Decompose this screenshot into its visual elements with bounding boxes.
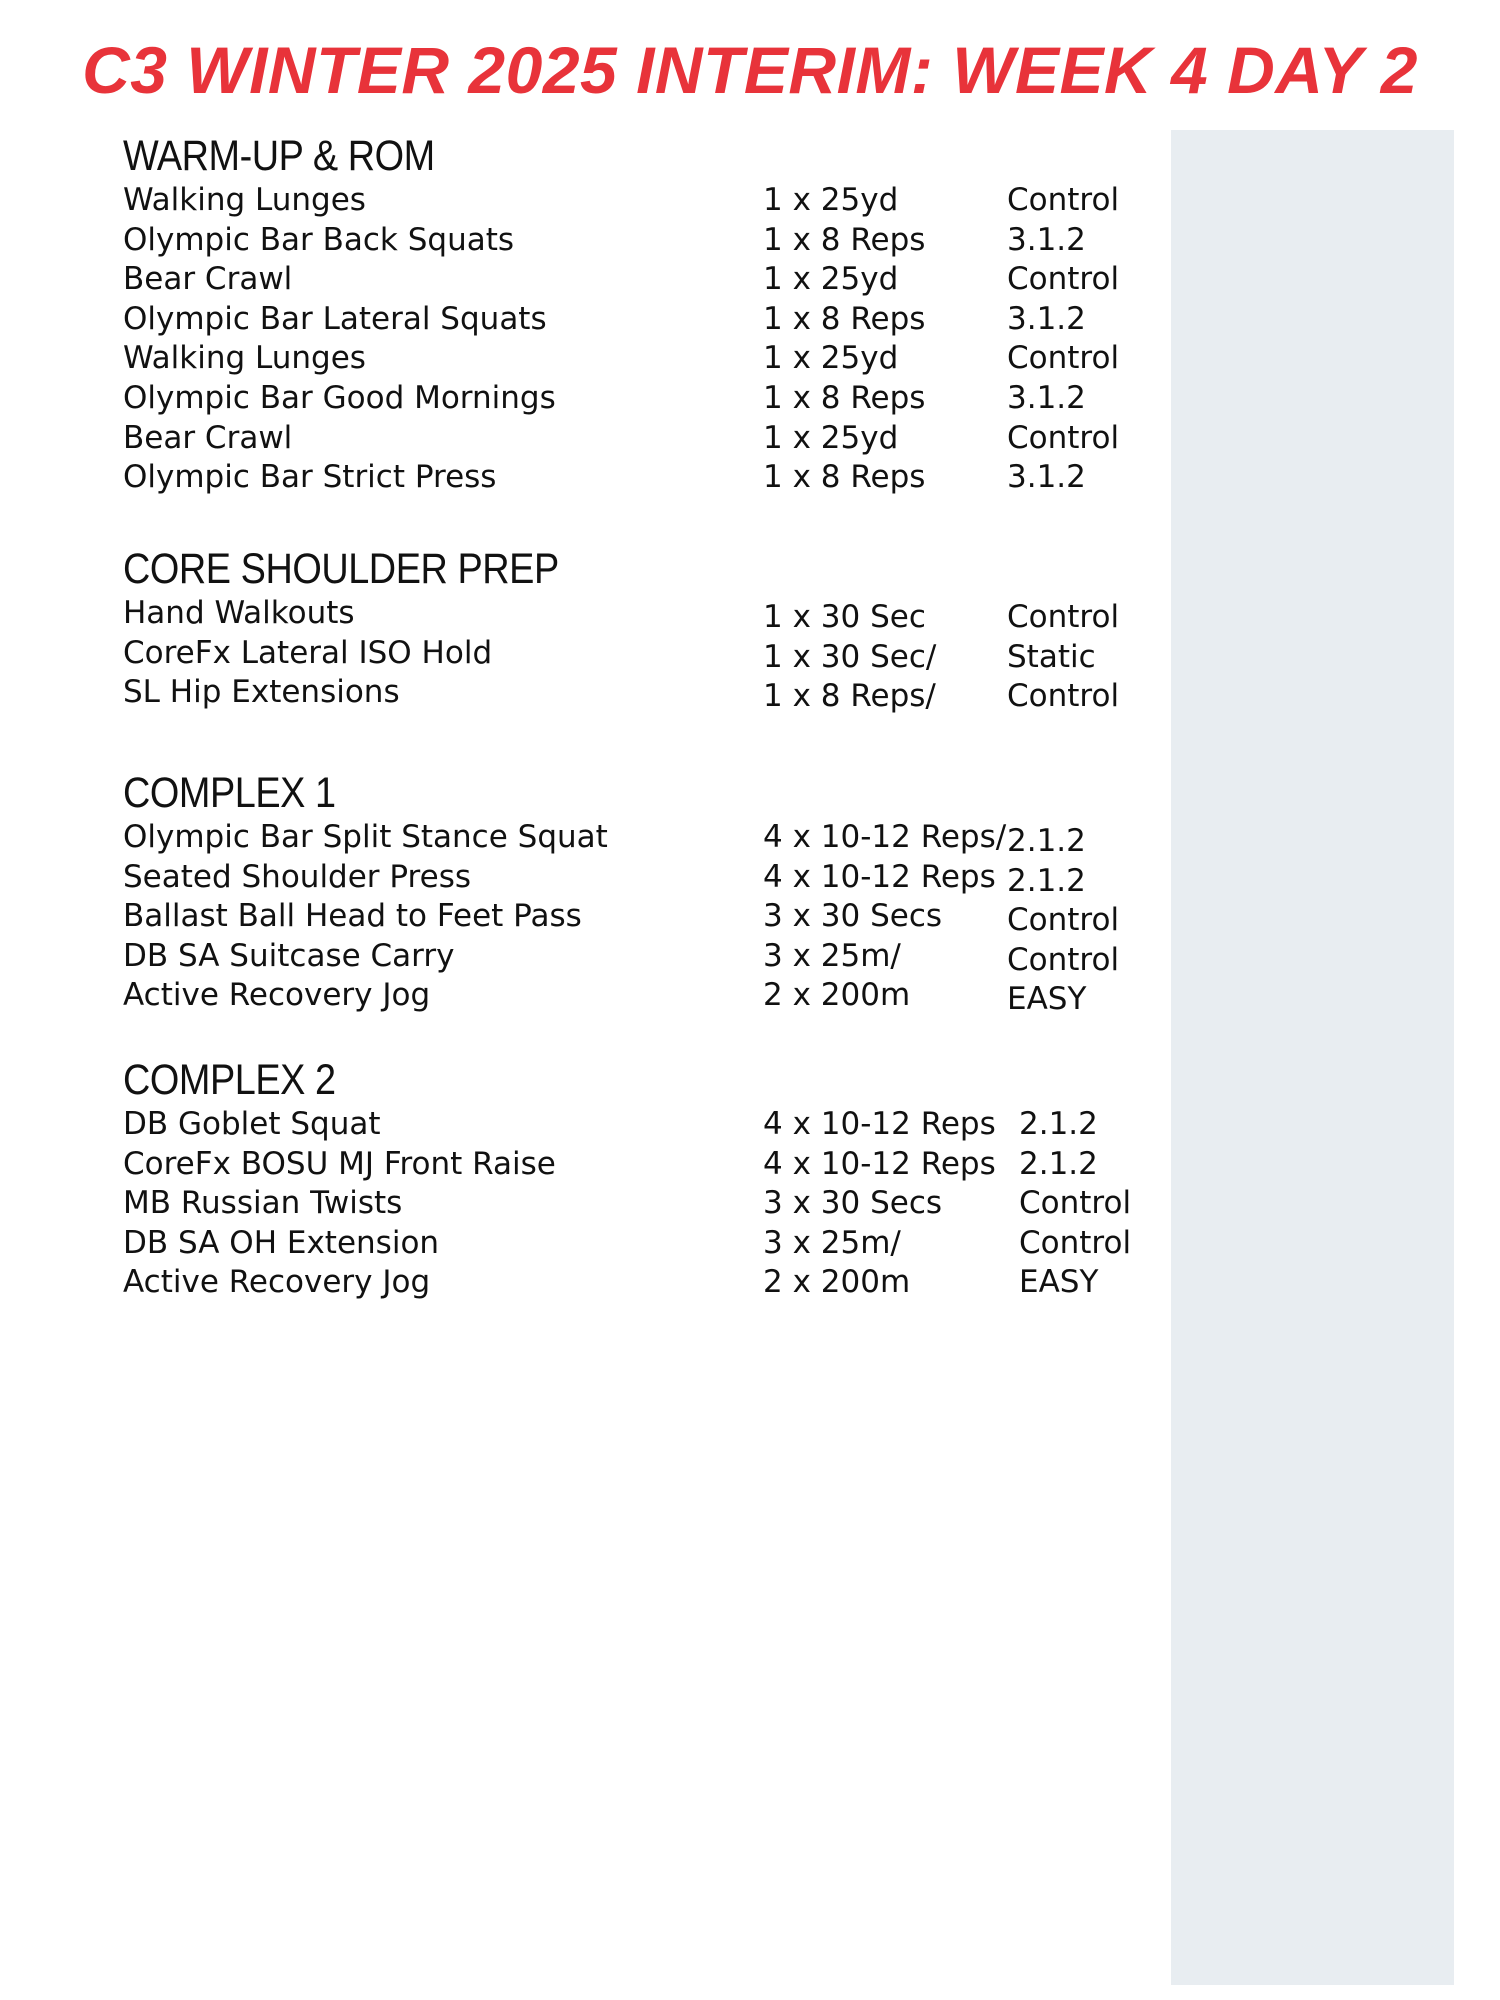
exercise-name: CoreFx BOSU MJ Front Raise xyxy=(123,1145,556,1182)
exercise-row xyxy=(123,897,1163,937)
exercise-dose: 3 x 25m/ xyxy=(763,1224,901,1261)
exercise-tempo: EASY xyxy=(1019,1264,1099,1301)
exercise-tempo: 3.1.2 xyxy=(1007,459,1086,496)
exercise-tempo: Control xyxy=(1007,340,1120,377)
side-panel xyxy=(1171,130,1454,1985)
section-title: COMPLEX 1 xyxy=(123,769,336,817)
exercise-row xyxy=(123,181,1163,221)
exercise-tempo: 2.1.2 xyxy=(1007,862,1086,899)
exercise-dose: 1 x 8 Reps/ xyxy=(763,678,936,715)
exercise-dose: 1 x 8 Reps xyxy=(763,459,926,496)
section-complex-2 xyxy=(123,1055,1163,1303)
exercise-row xyxy=(123,1105,1163,1145)
exercise-dose: 3 x 30 Secs xyxy=(763,1185,943,1222)
exercise-tempo: Control xyxy=(1007,941,1120,978)
exercise-name: DB SA OH Extension xyxy=(123,1224,440,1261)
section-core-shoulder-prep xyxy=(123,544,1163,713)
exercise-row xyxy=(123,634,1163,674)
exercise-dose: 1 x 25yd xyxy=(763,261,899,298)
exercise-row xyxy=(123,339,1163,379)
exercise-dose: 4 x 10-12 Reps xyxy=(763,858,996,895)
exercise-dose: 4 x 10-12 Reps xyxy=(763,1145,996,1182)
exercise-tempo: 2.1.2 xyxy=(1007,823,1086,859)
section-title: CORE SHOULDER PREP xyxy=(123,545,559,593)
exercise-name: SL Hip Extensions xyxy=(123,674,400,711)
exercise-tempo: Control xyxy=(1019,1185,1132,1222)
exercise-name: DB SA Suitcase Carry xyxy=(123,937,455,974)
exercise-dose: 3 x 25m/ xyxy=(763,937,901,974)
exercise-name: Active Recovery Jog xyxy=(123,977,431,1014)
exercise-name: Bear Crawl xyxy=(123,419,293,456)
exercise-tempo: 3.1.2 xyxy=(1007,379,1086,416)
exercise-dose: 1 x 25yd xyxy=(763,340,899,377)
exercise-dose: 4 x 10-12 Reps xyxy=(763,1106,996,1142)
exercise-name: Hand Walkouts xyxy=(123,595,355,631)
exercise-tempo: Control xyxy=(1007,182,1120,218)
exercise-row xyxy=(123,594,1163,634)
exercise-name: Seated Shoulder Press xyxy=(123,858,471,895)
exercise-tempo: Control xyxy=(1007,599,1120,635)
exercise-dose: 2 x 200m xyxy=(763,1264,911,1301)
exercise-tempo: Control xyxy=(1007,678,1120,715)
exercise-row xyxy=(123,221,1163,261)
exercise-tempo: EASY xyxy=(1007,981,1087,1018)
exercise-name: Walking Lunges xyxy=(123,182,366,218)
exercise-dose: 1 x 8 Reps xyxy=(763,379,926,416)
exercise-row xyxy=(123,673,1163,713)
exercise-dose: 2 x 200m xyxy=(763,977,911,1014)
exercise-tempo: 3.1.2 xyxy=(1007,221,1086,258)
exercise-name: Ballast Ball Head to Feet Pass xyxy=(123,898,582,935)
section-complex-1 xyxy=(123,768,1163,1016)
exercise-name: Olympic Bar Split Stance Squat xyxy=(123,819,608,855)
exercise-dose: 1 x 25yd xyxy=(763,419,899,456)
exercise-name: DB Goblet Squat xyxy=(123,1106,381,1142)
exercise-dose: 1 x 25yd xyxy=(763,182,899,218)
exercise-row xyxy=(123,1263,1163,1303)
exercise-name: Walking Lunges xyxy=(123,340,366,377)
exercise-name: Olympic Bar Good Mornings xyxy=(123,379,556,416)
exercise-row xyxy=(123,1145,1163,1185)
exercise-dose: 1 x 8 Reps xyxy=(763,221,926,258)
page-title: C3 WINTER 2025 INTERIM: WEEK 4 DAY 2 xyxy=(82,33,1418,107)
exercise-tempo: Control xyxy=(1019,1224,1132,1261)
exercise-row xyxy=(123,419,1163,459)
exercise-row xyxy=(123,300,1163,340)
exercise-name: CoreFx Lateral ISO Hold xyxy=(123,634,493,671)
exercise-row xyxy=(123,976,1163,1016)
exercise-row xyxy=(123,818,1163,858)
exercise-name: MB Russian Twists xyxy=(123,1185,403,1222)
exercise-dose: 3 x 30 Secs xyxy=(763,898,943,935)
section-warm-up xyxy=(123,131,1163,498)
exercise-row xyxy=(123,1184,1163,1224)
exercise-dose: 4 x 10-12 Reps/ xyxy=(763,819,1007,855)
exercise-name: Bear Crawl xyxy=(123,261,293,298)
exercise-name: Active Recovery Jog xyxy=(123,1264,431,1301)
exercise-dose: 1 x 30 Sec/ xyxy=(763,638,937,675)
exercise-dose: 1 x 8 Reps xyxy=(763,300,926,337)
exercise-dose: 1 x 30 Sec xyxy=(763,599,926,635)
exercise-row xyxy=(123,379,1163,419)
exercise-tempo: 2.1.2 xyxy=(1019,1106,1098,1142)
exercise-tempo: Static xyxy=(1007,638,1096,675)
section-title: WARM-UP & ROM xyxy=(123,132,435,180)
exercise-name: Olympic Bar Strict Press xyxy=(123,459,497,496)
exercise-tempo: Control xyxy=(1007,902,1120,939)
exercise-row xyxy=(123,858,1163,898)
exercise-row xyxy=(123,458,1163,498)
exercise-name: Olympic Bar Back Squats xyxy=(123,221,515,258)
exercise-tempo: Control xyxy=(1007,419,1120,456)
exercise-tempo: Control xyxy=(1007,261,1120,298)
exercise-row xyxy=(123,260,1163,300)
exercise-row xyxy=(123,1224,1163,1264)
exercise-tempo: 2.1.2 xyxy=(1019,1145,1098,1182)
exercise-name: Olympic Bar Lateral Squats xyxy=(123,300,547,337)
exercise-tempo: 3.1.2 xyxy=(1007,300,1086,337)
exercise-row xyxy=(123,937,1163,977)
section-title: COMPLEX 2 xyxy=(123,1056,336,1104)
